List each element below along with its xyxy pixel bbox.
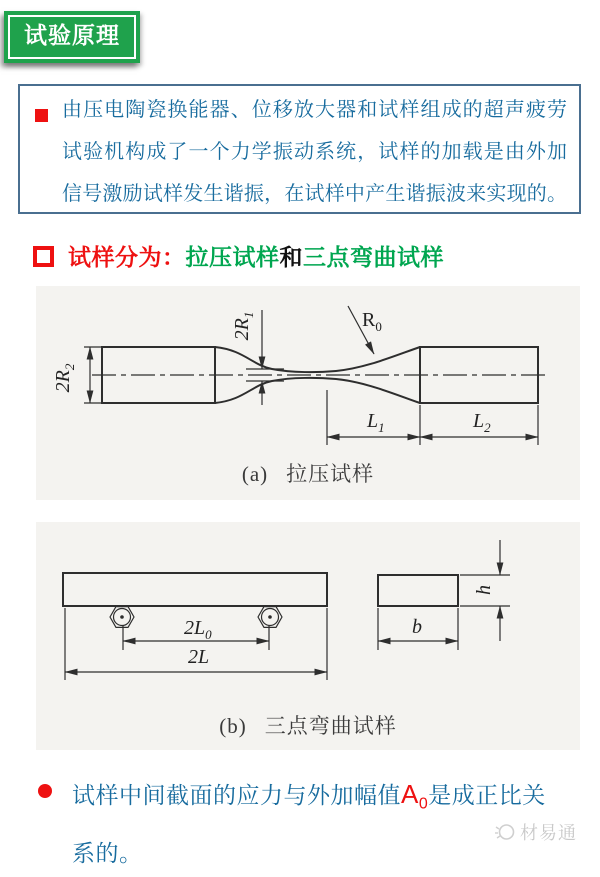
heading-prefix: 试样分为：	[68, 244, 186, 270]
bending-specimen-diagram	[36, 522, 580, 706]
figure-b-index: (b)	[219, 714, 247, 738]
specimen-types-heading	[30, 239, 444, 272]
section-badge	[4, 11, 140, 63]
figure-b-title: 三点弯曲试样	[264, 714, 397, 738]
heading-conjunction: 和	[279, 244, 303, 270]
intro-line-1: 由压电陶瓷换能器、位移放大器和试样组成的超声疲劳	[62, 99, 567, 121]
hollow-square-bullet-icon	[33, 246, 54, 267]
square-bullet-icon	[35, 109, 48, 122]
section-badge-label: 试验原理	[8, 15, 136, 59]
conclusion-part-1: 试样中间截面的应力与外加幅值	[72, 782, 401, 808]
figure-a-title: 拉压试样	[286, 462, 375, 486]
heading-item-2: 三点弯曲试样	[303, 244, 444, 270]
intro-paragraph	[62, 89, 567, 215]
dim-label-2R2: $2R_2$	[52, 363, 77, 393]
figure-a-index: (a)	[241, 462, 269, 486]
amplitude-symbol: $A_0$	[401, 779, 429, 813]
support-roller-icon	[258, 607, 282, 628]
intro-box	[18, 84, 581, 214]
watermark-brand-text: 材易通	[520, 823, 577, 843]
figure-b-caption	[36, 710, 580, 740]
dim-label-2L: 2L	[188, 646, 210, 668]
figure-a-caption	[36, 458, 580, 488]
heading-item-1: 拉压试样	[185, 244, 280, 270]
figure-a-tension-specimen	[36, 286, 580, 500]
dim-label-h: h	[473, 585, 495, 595]
dim-label-2L0: $2L_0$	[184, 617, 212, 642]
watermark	[494, 819, 577, 845]
figure-b-bending-specimen	[36, 522, 580, 750]
brand-logo-icon	[494, 821, 516, 843]
dim-label-L2: $L_2$	[473, 410, 491, 435]
dim-label-R0: $R_0$	[362, 309, 382, 334]
conclusion-part-2: 是成正比关系的。	[72, 782, 546, 866]
dim-label-2R1: $2R_1$	[231, 311, 256, 341]
intro-line-2: 试验机构成了一个力学振动系统，试样的加载是由外加	[62, 141, 567, 163]
circle-bullet-icon	[38, 784, 52, 798]
intro-line-3: 信号激励试样发生谐振，在试样中产生谐振波来实现的。	[62, 183, 567, 205]
dim-label-b: b	[412, 616, 422, 638]
tension-specimen-diagram	[36, 286, 580, 454]
dim-label-L1: $L_1$	[367, 410, 385, 435]
conclusion-text	[72, 770, 564, 877]
support-roller-icon	[110, 607, 134, 628]
